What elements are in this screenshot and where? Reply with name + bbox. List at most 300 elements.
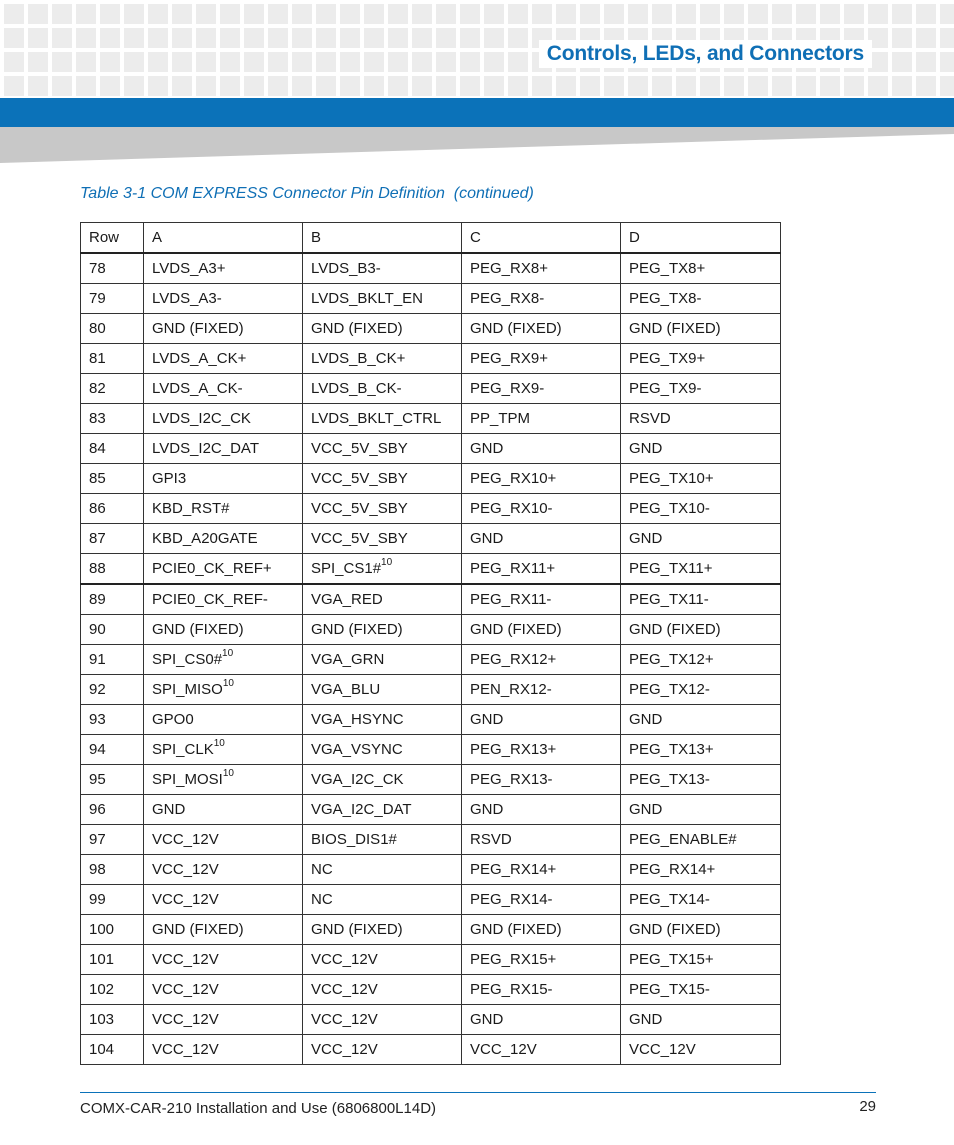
cell-text: PEG_TX15+ bbox=[629, 951, 714, 968]
pin-c-cell bbox=[462, 615, 621, 645]
cell-text: 94 bbox=[89, 741, 106, 758]
pin-d-cell bbox=[621, 1035, 781, 1065]
cell-text: PEG_TX15- bbox=[629, 981, 710, 998]
column-header-row: Row bbox=[81, 223, 144, 254]
row-number-cell bbox=[81, 795, 144, 825]
pin-b-cell bbox=[303, 554, 462, 585]
cell-text: VCC_12V bbox=[311, 1011, 378, 1028]
pin-c-cell bbox=[462, 554, 621, 585]
cell-text: 103 bbox=[89, 1011, 115, 1028]
pin-d-cell bbox=[621, 434, 781, 464]
pin-b-cell bbox=[303, 374, 462, 404]
cell-text: 87 bbox=[89, 530, 106, 547]
table-row bbox=[81, 825, 781, 855]
pin-d-cell bbox=[621, 825, 781, 855]
pin-a-cell bbox=[144, 584, 303, 615]
pin-b-cell bbox=[303, 494, 462, 524]
pin-a-cell bbox=[144, 494, 303, 524]
cell-text: VCC_5V_SBY bbox=[311, 530, 408, 547]
pin-d-cell bbox=[621, 1005, 781, 1035]
pin-d-cell bbox=[621, 284, 781, 314]
pin-a-cell bbox=[144, 915, 303, 945]
table-row bbox=[81, 765, 781, 795]
cell-text: LVDS_I2C_DAT bbox=[152, 440, 259, 457]
table-row bbox=[81, 885, 781, 915]
table-row bbox=[81, 675, 781, 705]
cell-text: NC bbox=[311, 891, 333, 908]
table-row bbox=[81, 705, 781, 735]
row-number-cell bbox=[81, 494, 144, 524]
cell-text: 92 bbox=[89, 681, 106, 698]
cell-text: GND (FIXED) bbox=[152, 921, 244, 938]
pin-d-cell bbox=[621, 975, 781, 1005]
table-row bbox=[81, 584, 781, 615]
cell-text: SPI_CS0# bbox=[152, 651, 223, 668]
pin-a-cell bbox=[144, 795, 303, 825]
cell-text: GND (FIXED) bbox=[470, 320, 562, 337]
cell-text: GND bbox=[152, 801, 186, 818]
cell-text: PEG_TX8- bbox=[629, 290, 702, 307]
cell-text: LVDS_A3- bbox=[152, 290, 222, 307]
cell-text: PEG_TX9+ bbox=[629, 350, 706, 367]
cell-text: 89 bbox=[89, 591, 106, 608]
footnote-ref: 10 bbox=[213, 738, 225, 749]
row-number-cell bbox=[81, 915, 144, 945]
table-row bbox=[81, 284, 781, 314]
cell-text: VCC_12V bbox=[629, 1041, 696, 1058]
pin-c-cell bbox=[462, 645, 621, 675]
cell-text: SPI_MISO bbox=[152, 681, 223, 698]
pin-a-cell bbox=[144, 675, 303, 705]
cell-text: PEG_RX11- bbox=[470, 591, 552, 608]
column-header-b: B bbox=[303, 223, 462, 254]
footer-rule bbox=[80, 1092, 876, 1093]
table-row bbox=[81, 975, 781, 1005]
row-number-cell bbox=[81, 253, 144, 284]
cell-text: PEN_RX12- bbox=[470, 681, 552, 698]
cell-text: GPO0 bbox=[152, 711, 194, 728]
table-header-row bbox=[81, 223, 781, 254]
cell-text: GND (FIXED) bbox=[311, 621, 403, 638]
pin-b-cell bbox=[303, 675, 462, 705]
row-number-cell bbox=[81, 344, 144, 374]
footnote-ref: 10 bbox=[222, 768, 234, 779]
pin-c-cell bbox=[462, 915, 621, 945]
table-row bbox=[81, 374, 781, 404]
cell-text: PEG_RX13+ bbox=[470, 741, 557, 758]
pin-d-cell bbox=[621, 344, 781, 374]
header-gray-wedge bbox=[0, 127, 954, 163]
cell-text: GND (FIXED) bbox=[470, 621, 562, 638]
cell-text: 99 bbox=[89, 891, 106, 908]
pin-definition-table bbox=[80, 222, 781, 1065]
pin-d-cell bbox=[621, 765, 781, 795]
row-number-cell bbox=[81, 584, 144, 615]
cell-text: 91 bbox=[89, 651, 106, 668]
cell-text: 96 bbox=[89, 801, 106, 818]
cell-text: GND bbox=[629, 801, 663, 818]
pin-d-cell bbox=[621, 584, 781, 615]
pin-d-cell bbox=[621, 615, 781, 645]
table-row bbox=[81, 404, 781, 434]
cell-text: GND (FIXED) bbox=[470, 921, 562, 938]
cell-text: KBD_A20GATE bbox=[152, 530, 258, 547]
pin-d-cell bbox=[621, 404, 781, 434]
cell-text: PEG_RX10- bbox=[470, 500, 553, 517]
pin-d-cell bbox=[621, 705, 781, 735]
cell-text: VGA_I2C_DAT bbox=[311, 801, 412, 818]
pin-c-cell bbox=[462, 344, 621, 374]
cell-text: RSVD bbox=[629, 410, 671, 427]
cell-text: GND (FIXED) bbox=[311, 921, 403, 938]
pin-b-cell bbox=[303, 855, 462, 885]
pin-a-cell bbox=[144, 344, 303, 374]
pin-d-cell bbox=[621, 314, 781, 344]
table-row bbox=[81, 554, 781, 585]
pin-d-cell bbox=[621, 735, 781, 765]
cell-text: VGA_RED bbox=[311, 591, 383, 608]
pin-c-cell bbox=[462, 494, 621, 524]
cell-text: VCC_12V bbox=[470, 1041, 537, 1058]
cell-text: PEG_TX10+ bbox=[629, 470, 714, 487]
row-number-cell bbox=[81, 825, 144, 855]
row-number-cell bbox=[81, 524, 144, 554]
cell-text: 84 bbox=[89, 440, 106, 457]
cell-text: PEG_ENABLE# bbox=[629, 831, 737, 848]
pin-b-cell bbox=[303, 464, 462, 494]
cell-text: PEG_TX8+ bbox=[629, 260, 706, 277]
pin-b-cell bbox=[303, 1005, 462, 1035]
pin-a-cell bbox=[144, 284, 303, 314]
cell-text: VCC_5V_SBY bbox=[311, 500, 408, 517]
pin-c-cell bbox=[462, 524, 621, 554]
row-number-cell bbox=[81, 1005, 144, 1035]
pin-a-cell bbox=[144, 314, 303, 344]
row-number-cell bbox=[81, 554, 144, 585]
table-row bbox=[81, 314, 781, 344]
pin-d-cell bbox=[621, 945, 781, 975]
cell-text: GPI3 bbox=[152, 470, 187, 487]
cell-text: PEG_RX12+ bbox=[470, 651, 557, 668]
pin-a-cell bbox=[144, 1035, 303, 1065]
cell-text: 93 bbox=[89, 711, 106, 728]
pin-b-cell bbox=[303, 885, 462, 915]
pin-a-cell bbox=[144, 705, 303, 735]
pin-d-cell bbox=[621, 374, 781, 404]
cell-text: 78 bbox=[89, 260, 106, 277]
row-number-cell bbox=[81, 434, 144, 464]
pin-c-cell bbox=[462, 945, 621, 975]
cell-text: PEG_RX8- bbox=[470, 290, 545, 307]
footnote-ref: 10 bbox=[222, 678, 234, 689]
cell-text: PEG_RX11+ bbox=[470, 560, 556, 577]
cell-text: PEG_TX14- bbox=[629, 891, 710, 908]
cell-text: PEG_RX15- bbox=[470, 981, 553, 998]
cell-text: GND bbox=[470, 801, 504, 818]
cell-text: LVDS_B_CK- bbox=[311, 380, 402, 397]
cell-text: VGA_HSYNC bbox=[311, 711, 404, 728]
pin-b-cell bbox=[303, 1035, 462, 1065]
pin-d-cell bbox=[621, 855, 781, 885]
table-row bbox=[81, 645, 781, 675]
pin-a-cell bbox=[144, 645, 303, 675]
table-row bbox=[81, 494, 781, 524]
cell-text: PEG_TX13- bbox=[629, 771, 710, 788]
table-row bbox=[81, 1035, 781, 1065]
cell-text: 101 bbox=[89, 951, 115, 968]
cell-text: VCC_12V bbox=[152, 891, 219, 908]
table-row bbox=[81, 735, 781, 765]
cell-text: 86 bbox=[89, 500, 106, 517]
pin-c-cell bbox=[462, 374, 621, 404]
cell-text: LVDS_A_CK- bbox=[152, 380, 243, 397]
row-number-cell bbox=[81, 975, 144, 1005]
pin-a-cell bbox=[144, 975, 303, 1005]
footnote-ref: 10 bbox=[381, 557, 393, 568]
cell-text: 102 bbox=[89, 981, 115, 998]
cell-text: PEG_RX14- bbox=[470, 891, 553, 908]
pin-a-cell bbox=[144, 855, 303, 885]
pin-b-cell bbox=[303, 434, 462, 464]
pin-a-cell bbox=[144, 945, 303, 975]
cell-text: 81 bbox=[89, 350, 106, 367]
cell-text: GND (FIXED) bbox=[311, 320, 403, 337]
pin-c-cell bbox=[462, 464, 621, 494]
cell-text: VGA_I2C_CK bbox=[311, 771, 404, 788]
row-number-cell bbox=[81, 885, 144, 915]
pin-a-cell bbox=[144, 554, 303, 585]
cell-text: KBD_RST# bbox=[152, 500, 230, 517]
column-header-a: A bbox=[144, 223, 303, 254]
cell-text: PEG_RX14+ bbox=[470, 861, 557, 878]
table-row bbox=[81, 945, 781, 975]
pin-d-cell bbox=[621, 253, 781, 284]
cell-text: SPI_CLK bbox=[152, 741, 214, 758]
cell-text: GND (FIXED) bbox=[152, 320, 244, 337]
pin-c-cell bbox=[462, 1005, 621, 1035]
pin-a-cell bbox=[144, 1005, 303, 1035]
page-section-title: Controls, LEDs, and Connectors bbox=[539, 40, 872, 68]
pin-b-cell bbox=[303, 645, 462, 675]
cell-text: PP_TPM bbox=[470, 410, 531, 427]
pin-b-cell bbox=[303, 615, 462, 645]
cell-text: GND (FIXED) bbox=[152, 621, 244, 638]
cell-text: GND (FIXED) bbox=[629, 621, 721, 638]
pin-d-cell bbox=[621, 915, 781, 945]
cell-text: 97 bbox=[89, 831, 106, 848]
table-body bbox=[81, 253, 781, 1065]
cell-text: PEG_RX15+ bbox=[470, 951, 557, 968]
pin-c-cell bbox=[462, 975, 621, 1005]
pin-c-cell bbox=[462, 253, 621, 284]
row-number-cell bbox=[81, 675, 144, 705]
cell-text: VCC_12V bbox=[152, 981, 219, 998]
cell-text: PEG_TX10- bbox=[629, 500, 710, 517]
pin-b-cell bbox=[303, 825, 462, 855]
pin-b-cell bbox=[303, 945, 462, 975]
row-number-cell bbox=[81, 855, 144, 885]
table-row bbox=[81, 855, 781, 885]
pin-d-cell bbox=[621, 885, 781, 915]
pin-c-cell bbox=[462, 795, 621, 825]
cell-text: PEG_RX14+ bbox=[629, 861, 716, 878]
cell-text: VGA_GRN bbox=[311, 651, 385, 668]
cell-text: BIOS_DIS1# bbox=[311, 831, 397, 848]
cell-text: GND bbox=[470, 1011, 504, 1028]
cell-text: PCIE0_CK_REF- bbox=[152, 591, 268, 608]
row-number-cell bbox=[81, 404, 144, 434]
pin-a-cell bbox=[144, 404, 303, 434]
pin-b-cell bbox=[303, 404, 462, 434]
cell-text: LVDS_B_CK+ bbox=[311, 350, 406, 367]
cell-text: VCC_12V bbox=[311, 1041, 378, 1058]
pin-c-cell bbox=[462, 314, 621, 344]
cell-text: GND bbox=[629, 530, 663, 547]
pin-d-cell bbox=[621, 524, 781, 554]
table-row bbox=[81, 344, 781, 374]
pin-a-cell bbox=[144, 825, 303, 855]
page-number: 29 bbox=[859, 1098, 876, 1115]
pin-a-cell bbox=[144, 253, 303, 284]
pin-d-cell bbox=[621, 795, 781, 825]
cell-text: SPI_CS1# bbox=[311, 560, 382, 577]
pin-d-cell bbox=[621, 675, 781, 705]
cell-text: PEG_TX9- bbox=[629, 380, 702, 397]
pin-b-cell bbox=[303, 735, 462, 765]
pin-d-cell bbox=[621, 464, 781, 494]
pin-b-cell bbox=[303, 795, 462, 825]
cell-text: VCC_12V bbox=[152, 951, 219, 968]
cell-text: GND bbox=[629, 1011, 663, 1028]
cell-text: GND (FIXED) bbox=[629, 320, 721, 337]
cell-text: VCC_12V bbox=[311, 951, 378, 968]
table-row bbox=[81, 1005, 781, 1035]
pin-a-cell bbox=[144, 434, 303, 464]
pin-a-cell bbox=[144, 615, 303, 645]
pin-a-cell bbox=[144, 464, 303, 494]
cell-text: LVDS_BKLT_EN bbox=[311, 290, 423, 307]
cell-text: PEG_RX10+ bbox=[470, 470, 557, 487]
pin-c-cell bbox=[462, 825, 621, 855]
pin-b-cell bbox=[303, 765, 462, 795]
cell-text: NC bbox=[311, 861, 333, 878]
cell-text: PCIE0_CK_REF+ bbox=[152, 560, 272, 577]
cell-text: GND bbox=[629, 711, 663, 728]
pin-c-cell bbox=[462, 675, 621, 705]
cell-text: PEG_TX13+ bbox=[629, 741, 714, 758]
cell-text: GND (FIXED) bbox=[629, 921, 721, 938]
pin-d-cell bbox=[621, 554, 781, 585]
cell-text: 82 bbox=[89, 380, 106, 397]
cell-text: 90 bbox=[89, 621, 106, 638]
cell-text: PEG_RX9+ bbox=[470, 350, 548, 367]
pin-c-cell bbox=[462, 735, 621, 765]
cell-text: SPI_MOSI bbox=[152, 771, 223, 788]
cell-text: VCC_12V bbox=[152, 831, 219, 848]
row-number-cell bbox=[81, 615, 144, 645]
pin-a-cell bbox=[144, 735, 303, 765]
pin-c-cell bbox=[462, 705, 621, 735]
row-number-cell bbox=[81, 945, 144, 975]
cell-text: PEG_RX13- bbox=[470, 771, 553, 788]
cell-text: LVDS_BKLT_CTRL bbox=[311, 410, 442, 427]
cell-text: 83 bbox=[89, 410, 106, 427]
pin-b-cell bbox=[303, 314, 462, 344]
pin-c-cell bbox=[462, 584, 621, 615]
cell-text: GND bbox=[470, 440, 504, 457]
row-number-cell bbox=[81, 464, 144, 494]
cell-text: PEG_TX12- bbox=[629, 681, 710, 698]
pin-a-cell bbox=[144, 374, 303, 404]
pin-d-cell bbox=[621, 494, 781, 524]
row-number-cell bbox=[81, 735, 144, 765]
cell-text: VCC_5V_SBY bbox=[311, 470, 408, 487]
row-number-cell bbox=[81, 705, 144, 735]
row-number-cell bbox=[81, 765, 144, 795]
pin-b-cell bbox=[303, 584, 462, 615]
row-number-cell bbox=[81, 645, 144, 675]
cell-text: VGA_BLU bbox=[311, 681, 381, 698]
pin-c-cell bbox=[462, 885, 621, 915]
table-row bbox=[81, 253, 781, 284]
table-row bbox=[81, 434, 781, 464]
cell-text: 100 bbox=[89, 921, 115, 938]
pin-c-cell bbox=[462, 404, 621, 434]
pin-b-cell bbox=[303, 284, 462, 314]
table-row bbox=[81, 524, 781, 554]
cell-text: VCC_12V bbox=[311, 981, 378, 998]
column-header-d: D bbox=[621, 223, 781, 254]
table-caption: Table 3-1 COM EXPRESS Connector Pin Definition (continued) bbox=[80, 185, 534, 202]
pin-c-cell bbox=[462, 434, 621, 464]
header-blue-band bbox=[0, 98, 954, 127]
cell-text: LVDS_A_CK+ bbox=[152, 350, 247, 367]
cell-text: 85 bbox=[89, 470, 106, 487]
row-number-cell bbox=[81, 1035, 144, 1065]
pin-b-cell bbox=[303, 253, 462, 284]
table-row bbox=[81, 464, 781, 494]
column-header-c: C bbox=[462, 223, 621, 254]
cell-text: PEG_TX12+ bbox=[629, 651, 714, 668]
pin-b-cell bbox=[303, 524, 462, 554]
cell-text: PEG_TX11+ bbox=[629, 560, 713, 577]
cell-text: 80 bbox=[89, 320, 106, 337]
cell-text: LVDS_B3- bbox=[311, 260, 381, 277]
cell-text: PEG_RX9- bbox=[470, 380, 545, 397]
pin-c-cell bbox=[462, 284, 621, 314]
pin-a-cell bbox=[144, 524, 303, 554]
cell-text: VCC_12V bbox=[152, 1041, 219, 1058]
cell-text: VCC_5V_SBY bbox=[311, 440, 408, 457]
cell-text: 98 bbox=[89, 861, 106, 878]
cell-text: GND bbox=[470, 711, 504, 728]
cell-text: 95 bbox=[89, 771, 106, 788]
footer-document-title: COMX-CAR-210 Installation and Use (6806800L14D) bbox=[80, 1100, 437, 1117]
row-number-cell bbox=[81, 314, 144, 344]
pin-b-cell bbox=[303, 975, 462, 1005]
cell-text: VGA_VSYNC bbox=[311, 741, 403, 758]
cell-text: PEG_RX8+ bbox=[470, 260, 548, 277]
cell-text: 104 bbox=[89, 1041, 115, 1058]
cell-text: GND bbox=[470, 530, 504, 547]
pin-c-cell bbox=[462, 855, 621, 885]
row-number-cell bbox=[81, 374, 144, 404]
cell-text: VCC_12V bbox=[152, 861, 219, 878]
cell-text: PEG_TX11- bbox=[629, 591, 709, 608]
cell-text: LVDS_A3+ bbox=[152, 260, 226, 277]
pin-d-cell bbox=[621, 645, 781, 675]
pin-a-cell bbox=[144, 885, 303, 915]
